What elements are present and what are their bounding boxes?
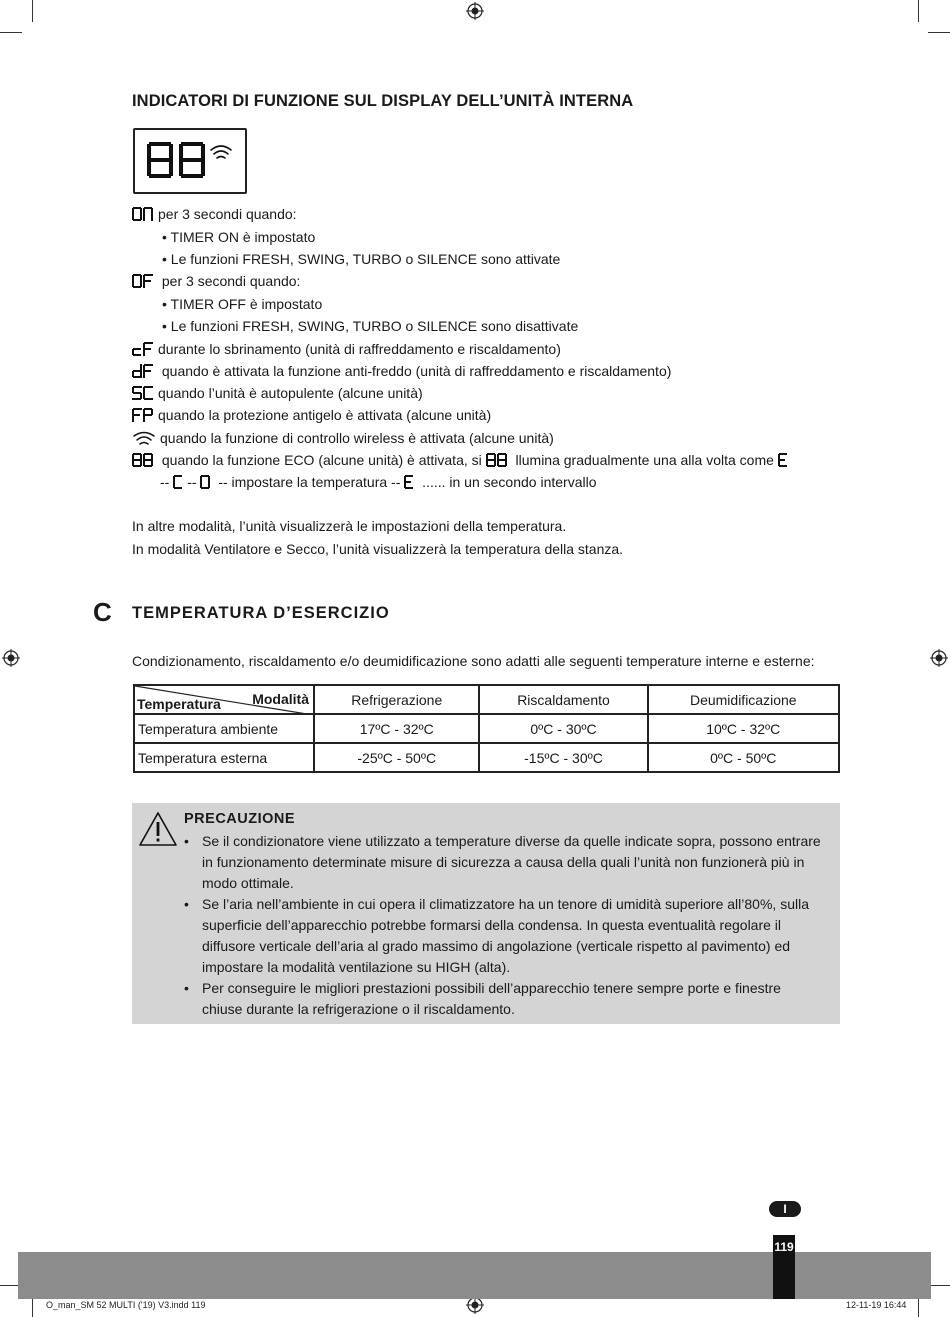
indicator-text: quando la funzione di controllo wireless è attivata (alcune unità) xyxy=(160,430,554,446)
segment-df-icon xyxy=(132,363,154,379)
page-heading: INDICATORI DI FUNZIONE SUL DISPLAY DELL’UNITÀ INTERNA xyxy=(132,92,634,110)
caution-item: • Se il condizionatore viene utilizzato a temperature diverse da quelle indicate sopra, possono entrare in funzionamento determinate misure di sicurezza a causa della quali l’unità non funzionerà più in modo ottimale. xyxy=(184,831,824,894)
registration-mark-icon xyxy=(466,2,484,20)
segment-e-icon xyxy=(778,452,788,468)
indicator-eco xyxy=(132,451,792,469)
indicator-text: quando l’unità è autopulente (alcune unità) xyxy=(158,385,423,401)
caution-box xyxy=(132,803,840,1024)
wifi-icon xyxy=(211,146,231,158)
sequence-text: -- xyxy=(160,474,174,490)
slug-date: 12-11-19 16:44 xyxy=(846,1300,907,1310)
column-header: Riscaldamento xyxy=(479,685,647,714)
segment-c-icon xyxy=(173,474,183,490)
sequence-text: -- xyxy=(187,474,201,490)
display-digits-icon xyxy=(135,130,245,192)
column-header: Deumidificazione xyxy=(648,685,839,714)
indicator-sc xyxy=(132,384,423,402)
display-illustration xyxy=(133,128,247,194)
indicator-subitem: • Le funzioni FRESH, SWING, TURBO o SILENCE sono disattivate xyxy=(162,318,579,334)
segment-on-icon xyxy=(132,206,154,222)
indicator-cf xyxy=(132,340,561,358)
table-corner-cell xyxy=(134,685,314,714)
section-intro: Condizionamento, riscaldamento e/o deumidificazione sono adatti alle seguenti temperature interne e esterne: xyxy=(132,653,815,669)
column-header: Refrigerazione xyxy=(314,685,479,714)
registration-mark-icon xyxy=(2,649,20,667)
indicator-subitem: • Le funzioni FRESH, SWING, TURBO o SILENCE sono attivate xyxy=(162,251,561,267)
table-cell: 0ºC - 30ºC xyxy=(479,714,647,743)
segment-sc-icon xyxy=(132,385,154,401)
segment-of-icon xyxy=(132,273,154,289)
crop-mark xyxy=(928,1285,950,1286)
indicator-off xyxy=(132,272,300,290)
caution-list xyxy=(184,831,824,1020)
indicator-text: quando la protezione antigelo è attivata (alcune unità) xyxy=(158,407,492,423)
row-header: Temperatura ambiente xyxy=(134,714,314,743)
indicator-text: per 3 secondi quando: xyxy=(158,273,301,289)
indicator-on xyxy=(132,205,297,223)
section-letter: C xyxy=(93,597,112,627)
table-cell: -25ºC - 50ºC xyxy=(314,743,479,772)
table-cell: 10ºC - 32ºC xyxy=(648,714,839,743)
indicator-text: quando è attivata la funzione anti-freddo (unità di raffreddamento e riscaldamento) xyxy=(158,363,672,379)
indicator-text: per 3 secondi quando: xyxy=(158,206,297,222)
corner-label-temperature: Temperatura xyxy=(137,696,221,712)
table-cell: 0ºC - 50ºC xyxy=(648,743,839,772)
segment-e-icon xyxy=(404,474,414,490)
table-cell: -15ºC - 30ºC xyxy=(479,743,647,772)
segment-88-icon xyxy=(486,452,508,468)
caution-title: PRECAUZIONE xyxy=(184,811,296,827)
registration-mark-icon xyxy=(930,649,948,667)
row-header: Temperatura esterna xyxy=(134,743,314,772)
corner-label-mode: Modalità xyxy=(252,691,309,707)
crop-mark xyxy=(918,0,919,22)
indicator-text: quando la funzione ECO (alcune unità) è attivata, si xyxy=(158,452,486,468)
sequence-text: -- impostare la temperatura -- xyxy=(214,474,405,490)
table-cell: 17ºC - 32ºC xyxy=(314,714,479,743)
crop-mark xyxy=(0,32,22,33)
crop-mark xyxy=(32,0,33,22)
indicator-subitem: • TIMER OFF è impostato xyxy=(162,296,323,312)
table-header-row xyxy=(134,685,839,714)
slug-filename: O_man_SM 52 MULTI ('19) V3.indd 119 xyxy=(46,1300,206,1310)
page-number: 119 xyxy=(773,1235,795,1299)
warning-triangle-icon xyxy=(138,811,178,847)
segment-0-icon xyxy=(200,474,210,490)
indicator-fp xyxy=(132,406,491,424)
wifi-icon xyxy=(132,430,156,446)
paragraph: In modalità Ventilatore e Secco, l’unità visualizzerà la temperatura della stanza. xyxy=(132,541,624,557)
indicator-eco-sequence xyxy=(160,473,597,491)
indicator-text: durante lo sbrinamento (unità di raffreddamento e riscaldamento) xyxy=(158,341,561,357)
table-row xyxy=(134,714,839,743)
indicator-df xyxy=(132,362,671,380)
segment-fp-icon xyxy=(132,407,154,423)
segment-cf-icon xyxy=(132,341,154,357)
caution-item: • Per conseguire le migliori prestazioni possibili dell’apparecchio tenere sempre porte e finestre chiuse durante la refrigerazione o il riscaldamento. xyxy=(184,978,824,1020)
indicator-wireless xyxy=(132,429,554,447)
indicator-text: llumina gradualmente una alla volta come xyxy=(511,452,778,468)
caution-item: • Se l’aria nell’ambiente in cui opera il climatizzatore ha un tenore di umidità superiore all’80%, sulla superficie dell’apparecchio potrebbe formarsi della condensa. In questa eventualità regolare il diffusore verticale dell’aria al grado massimo di angolazione (verticale rispetto al pavimento) ed impostare la modalità ventilazione su HIGH (alta). xyxy=(184,894,824,978)
table-row xyxy=(134,743,839,772)
language-badge: I xyxy=(769,1201,801,1217)
sequence-text: ...... in un secondo intervallo xyxy=(418,474,597,490)
paragraph: In altre modalità, l’unità visualizzerà le impostazioni della temperatura. xyxy=(132,518,567,534)
segment-88-icon xyxy=(132,452,154,468)
temperature-table xyxy=(133,684,840,773)
indicator-subitem: • TIMER ON è impostato xyxy=(162,229,316,245)
crop-mark xyxy=(928,32,950,33)
section-title: TEMPERATURA D’ESERCIZIO xyxy=(132,604,390,622)
